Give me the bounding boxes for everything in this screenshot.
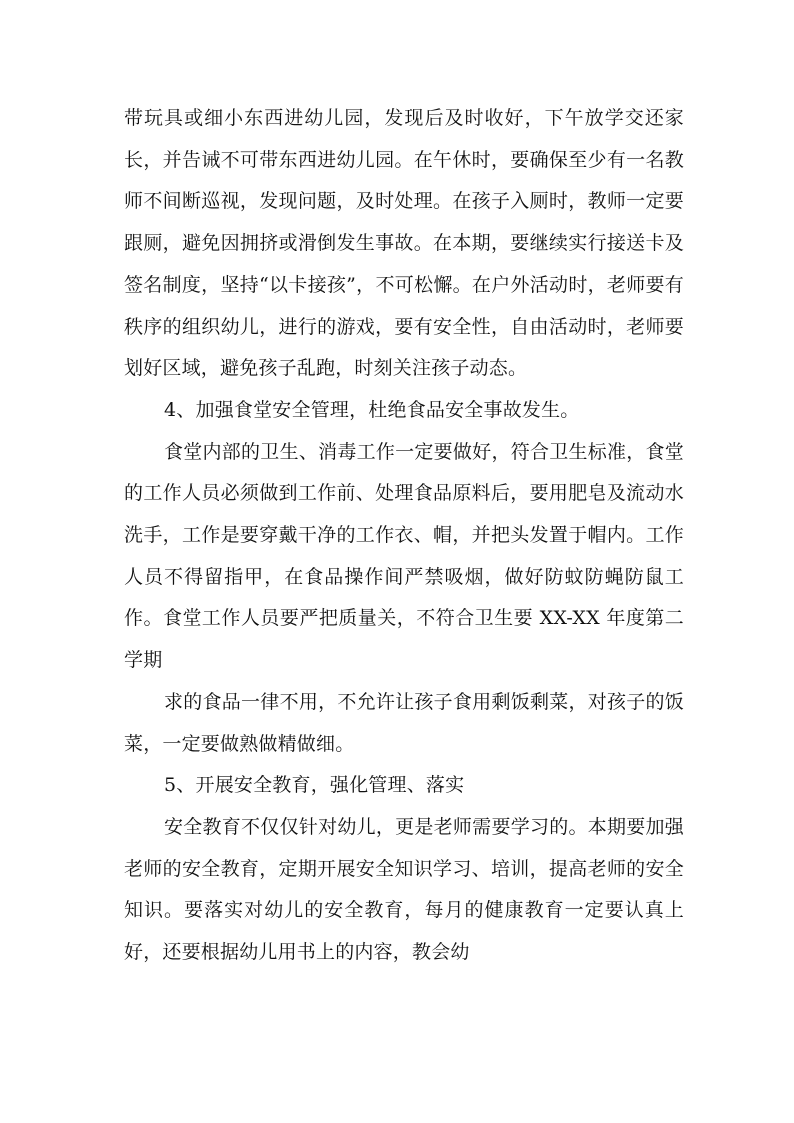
section-heading-canteen-safety: 4、加强食堂安全管理，杜绝食品安全事故发生。	[164, 398, 580, 421]
paragraph-canteen-hygiene: 食堂内部的卫生、消毒工作一定要做好，符合卫生标准，食堂的工作人员必须做到工作前、处理食品原料后，要用肥皂及流动水洗手，工作是要穿戴干净的工作衣、帽，并把头发置于帽内。工作人员不得留指甲，在食品操作间严禁吸烟，做好防蚊防蝇防鼠工作。食堂工作人员要严把质量关，不符合卫生要 XX-XX 年度第二学期	[124, 440, 684, 672]
section-heading-safety-education: 5、开展安全教育，强化管理、落实	[164, 774, 465, 797]
paragraph-safety-education: 安全教育不仅仅针对幼儿，更是老师需要学习的。本期要加强老师的安全教育，定期开展安全知识学习、培训，提高老师的安全知识。要落实对幼儿的安全教育，每月的健康教育一定要认真上好，还要根据幼儿用书上的内容，教会幼	[124, 815, 684, 964]
document-body	[124, 98, 684, 974]
paragraph-continued: 带玩具或细小东西进幼儿园，发现后及时收好，下午放学交还家长，并告诫不可带东西进幼儿园。在午休时，要确保至少有一名教师不间断巡视，发现问题，及时处理。在孩子入厕时，教师一定要跟厕，避免因拥挤或滑倒发生事故。在本期，要继续实行接送卡及签名制度，坚持“以卡接孩”，不可松懈。在户外活动时，老师要有秩序的组织幼儿，进行的游戏，要有安全性，自由活动时，老师要划好区域，避免孩子乱跑，时刻关注孩子动态。	[124, 107, 684, 380]
paragraph-food-rules: 求的食品一律不用，不允许让孩子食用剩饭剩菜，对孩子的饭菜，一定要做熟做精做细。	[124, 690, 684, 755]
